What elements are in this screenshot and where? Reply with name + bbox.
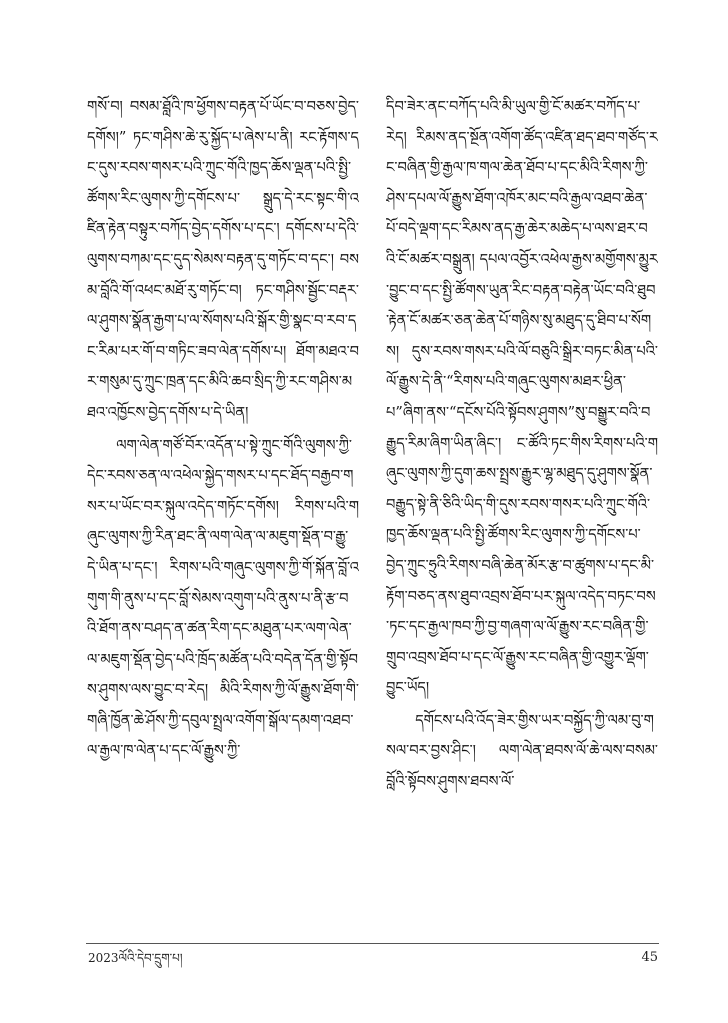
page-number: 45: [641, 950, 658, 965]
right-paragraph-2: དགོངས་པའི་འོད་ཟེར་གྱིས་ཡར་བསྐྱོད་ཀྱི་ལམ་བུ་གསལ་བར་བྱས་ཤིང་། ལག་ལེན་ཐབས་ལོ་ཆེ་ལས་བསམ་བློའི་སྟོབས་ཤུགས་ཐབས་ལོ་: [386, 711, 658, 791]
right-paragraph-1: དིབ་ཟེར་ནང་བཀོད་པའི་མི་ཡུལ་གྱི་ངོ་མཚར་བཀོད་པ་རེད། རིམས་ནད་སྔོན་འགོག་ཚོད་འཛིན་ཐད་ཐབ་གཙོད་རང་བཞིན་གྱི་རྒྱལ་ཁ་གལ་ཆེན་ཐོབ་པ་དང་མིའི་རིགས་ཀྱི་ཤེས་དཔལ་ལོ་རྒྱུས་ཐོག་འཁོར་མང་བའི་རྒྱལ་འཐབ་ཆེན་པོ་བདེ་ལྡག་དང་རིམས་ནད་རྒྱ་ཆེར་མཆེད་པ་ལས་ཐར་བའི་ངོ་མཚར་བསྒྲུན། དཔལ་འབྱོར་འཕེལ་རྒྱས་མགྱོགས་མྱུར་བྱུང་བ་དང་སྤྱི་ཚོགས་ཡུན་རིང་བརྟན་བརྟེན་ཡོང་བའི་ཐུབ་རྟེན་ངོ་མཚར་ཅན་ཆེན་པོ་གཉིས་སུ་མཐུད་དུ་ཐིབ་པ་སོགས། དུས་རབས་གསར་པའི་ལོ་བཅུའི་སྒྲིར་བཏང་མིན་པའི་ལོ་རྒྱུས་དེ་ནི་“རིགས་པའི་གཞུང་ལུགས་མཐར་ཕྱིན་པ”ཞིག་ནས་“དངོས་པོའི་སྟོབས་ཤུགས”སུ་བསྒྱུར་བའི་བརྒྱུད་རིམ་ཞིག་ཡིན་ཞིང་། ང་ཚོའི་ཏང་གིས་རིགས་པའི་གཞུང་ལུགས་ཀྱི་དུག་ཆས་སྤྲས་རྒྱུར་ལྷ་མཐུད་དུ་ཤུགས་སྣོན་བརྒྱུད་སྟེ་ནི་ཅིའི་ཡིད་གི་དུས་རབས་གསར་པའི་ཀྲུང་གོའི་ཁྱད་ཆོས་ལྡན་པའི་སྤྱི་ཚོགས་རིང་ལུགས་ཀྱི་དགོངས་པ་བྱེད་ཀྲུང་ཧྲུའི་རིགས་བཞི་ཆེན་མོར་རྩ་བ་ཚུགས་པ་དང་མི་རྟོག་བཅད་ནས་ཐུབ་འབྲས་ཐོབ་པར་སྐུལ་འདེད་བཏང་བས་ཏང་དང་རྒྱལ་ཁབ་ཀྱི་བྱ་གཞག་ལ་ལོ་རྒྱུས་རང་བཞིན་གྱི་གྲུབ་འབྲས་ཐོབ་པ་དང་ལོ་རྒྱུས་རང་བཞིན་གྱི་འགྱུར་ལྡོག་བྱུང་ཡོད།: [386, 98, 658, 697]
left-paragraph-2: ལག་ལེན་གཙོ་བོར་འདོན་པ་སྟེ་ཀྲུང་གོའི་ལུགས་ཀྱི་དེང་རབས་ཅན་ལ་འཕེལ་སྐྱེད་གསར་པ་དང་ཐོད་བརྒྱབ་གསར་པ་ཡོང་བར་སྐུལ་འདེད་གཏོང་དགོས། རིགས་པའི་གཞུང་ལུགས་ཀྱི་རིན་ཐང་ནི་ལག་ལེན་ལ་མཇུག་སྡོན་བ་རྒྱུ་དེ་ཡིན་པ་དང་། རིགས་པའི་གཞུང་ལུགས་ཀྱི་གོ་སྐོན་བློ་འགུག་གི་ནུས་པ་དང་བློ་སེམས་འགུག་པའི་ནུས་པ་ནི་རྩ་བའི་ཐོག་ནས་བཤད་ན་ཚན་རིག་དང་མཐུན་པར་ལག་ལེན་ལ་མཇུག་སྡོན་བྱེད་པའི་ཁྲོད་མཚོན་པའི་བདེན་དོན་གྱི་སྟོབས་ཤུགས་ལས་བྱུང་བ་རེད། མིའི་རིགས་ཀྱི་ལོ་རྒྱུས་ཐོག་གི་གཞི་ཁྱོན་ཆེ་ཤོས་ཀྱི་དབུལ་སྤྲལ་འགོག་སྒོལ་དམག་འཐབ་ལ་རྒྱལ་ཁ་ལེན་པ་དང་ལོ་རྒྱུས་ཀྱི་: [87, 436, 359, 760]
issue-label: 2023ལོའི་དེབ་དྲུག་པ།: [88, 951, 183, 965]
left-paragraph-1: གསོ་བ། བསམ་ཐློའི་ཁ་ཕྱོགས་བརྟན་པོ་ཡོང་བ་བཅས་བྱེད་དགོས།” ཏང་གཤིས་ཆེ་རུ་སྐྱོད་པ་ཞེས་པ་ནི། རང་རྟོགས་དང་དུས་རབས་གསར་པའི་ཀྲུང་གོའི་ཁྱད་ཆོས་ལྡན་པའི་སྤྱི་ཚོགས་རིང་ལུགས་ཀྱི་དགོངས་པ་ སྒྲུད་དེ་རང་སྟང་གི་འཛིན་རྟེན་བསྟུར་བཀོད་བྱེད་དགོས་པ་དང་། དགོངས་པ་དེའི་ལུགས་བཀམ་དང་དུད་སེམས་བརྟན་དུ་གཏོང་བ་དང་། བསམ་བློའི་གོ་འཕང་མཐོ་རུ་གཏོང་བ། ཏང་གཤིས་སྦྱོང་བརྡར་ལ་ཤུགས་སྣོན་རྒྱག་པ་ལ་སོགས་པའི་སྒོར་གྱི་སྣང་བ་རབ་དང་རིམ་པར་གོ་བ་གཏིང་ཟབ་ལེན་དགོས་པ། ཐོག་མཐའ་བར་གསུམ་དུ་ཀྲུང་ཁྲན་དང་མིའི་ཆབ་སྲིད་ཀྱི་རང་གཤིས་མཐའ་འཁྱོངས་བྱེད་དགོས་པ་དེ་ཡིན།: [87, 98, 359, 421]
right-column: [386, 92, 658, 927]
left-column: [87, 92, 359, 927]
footer-divider: [86, 943, 659, 944]
